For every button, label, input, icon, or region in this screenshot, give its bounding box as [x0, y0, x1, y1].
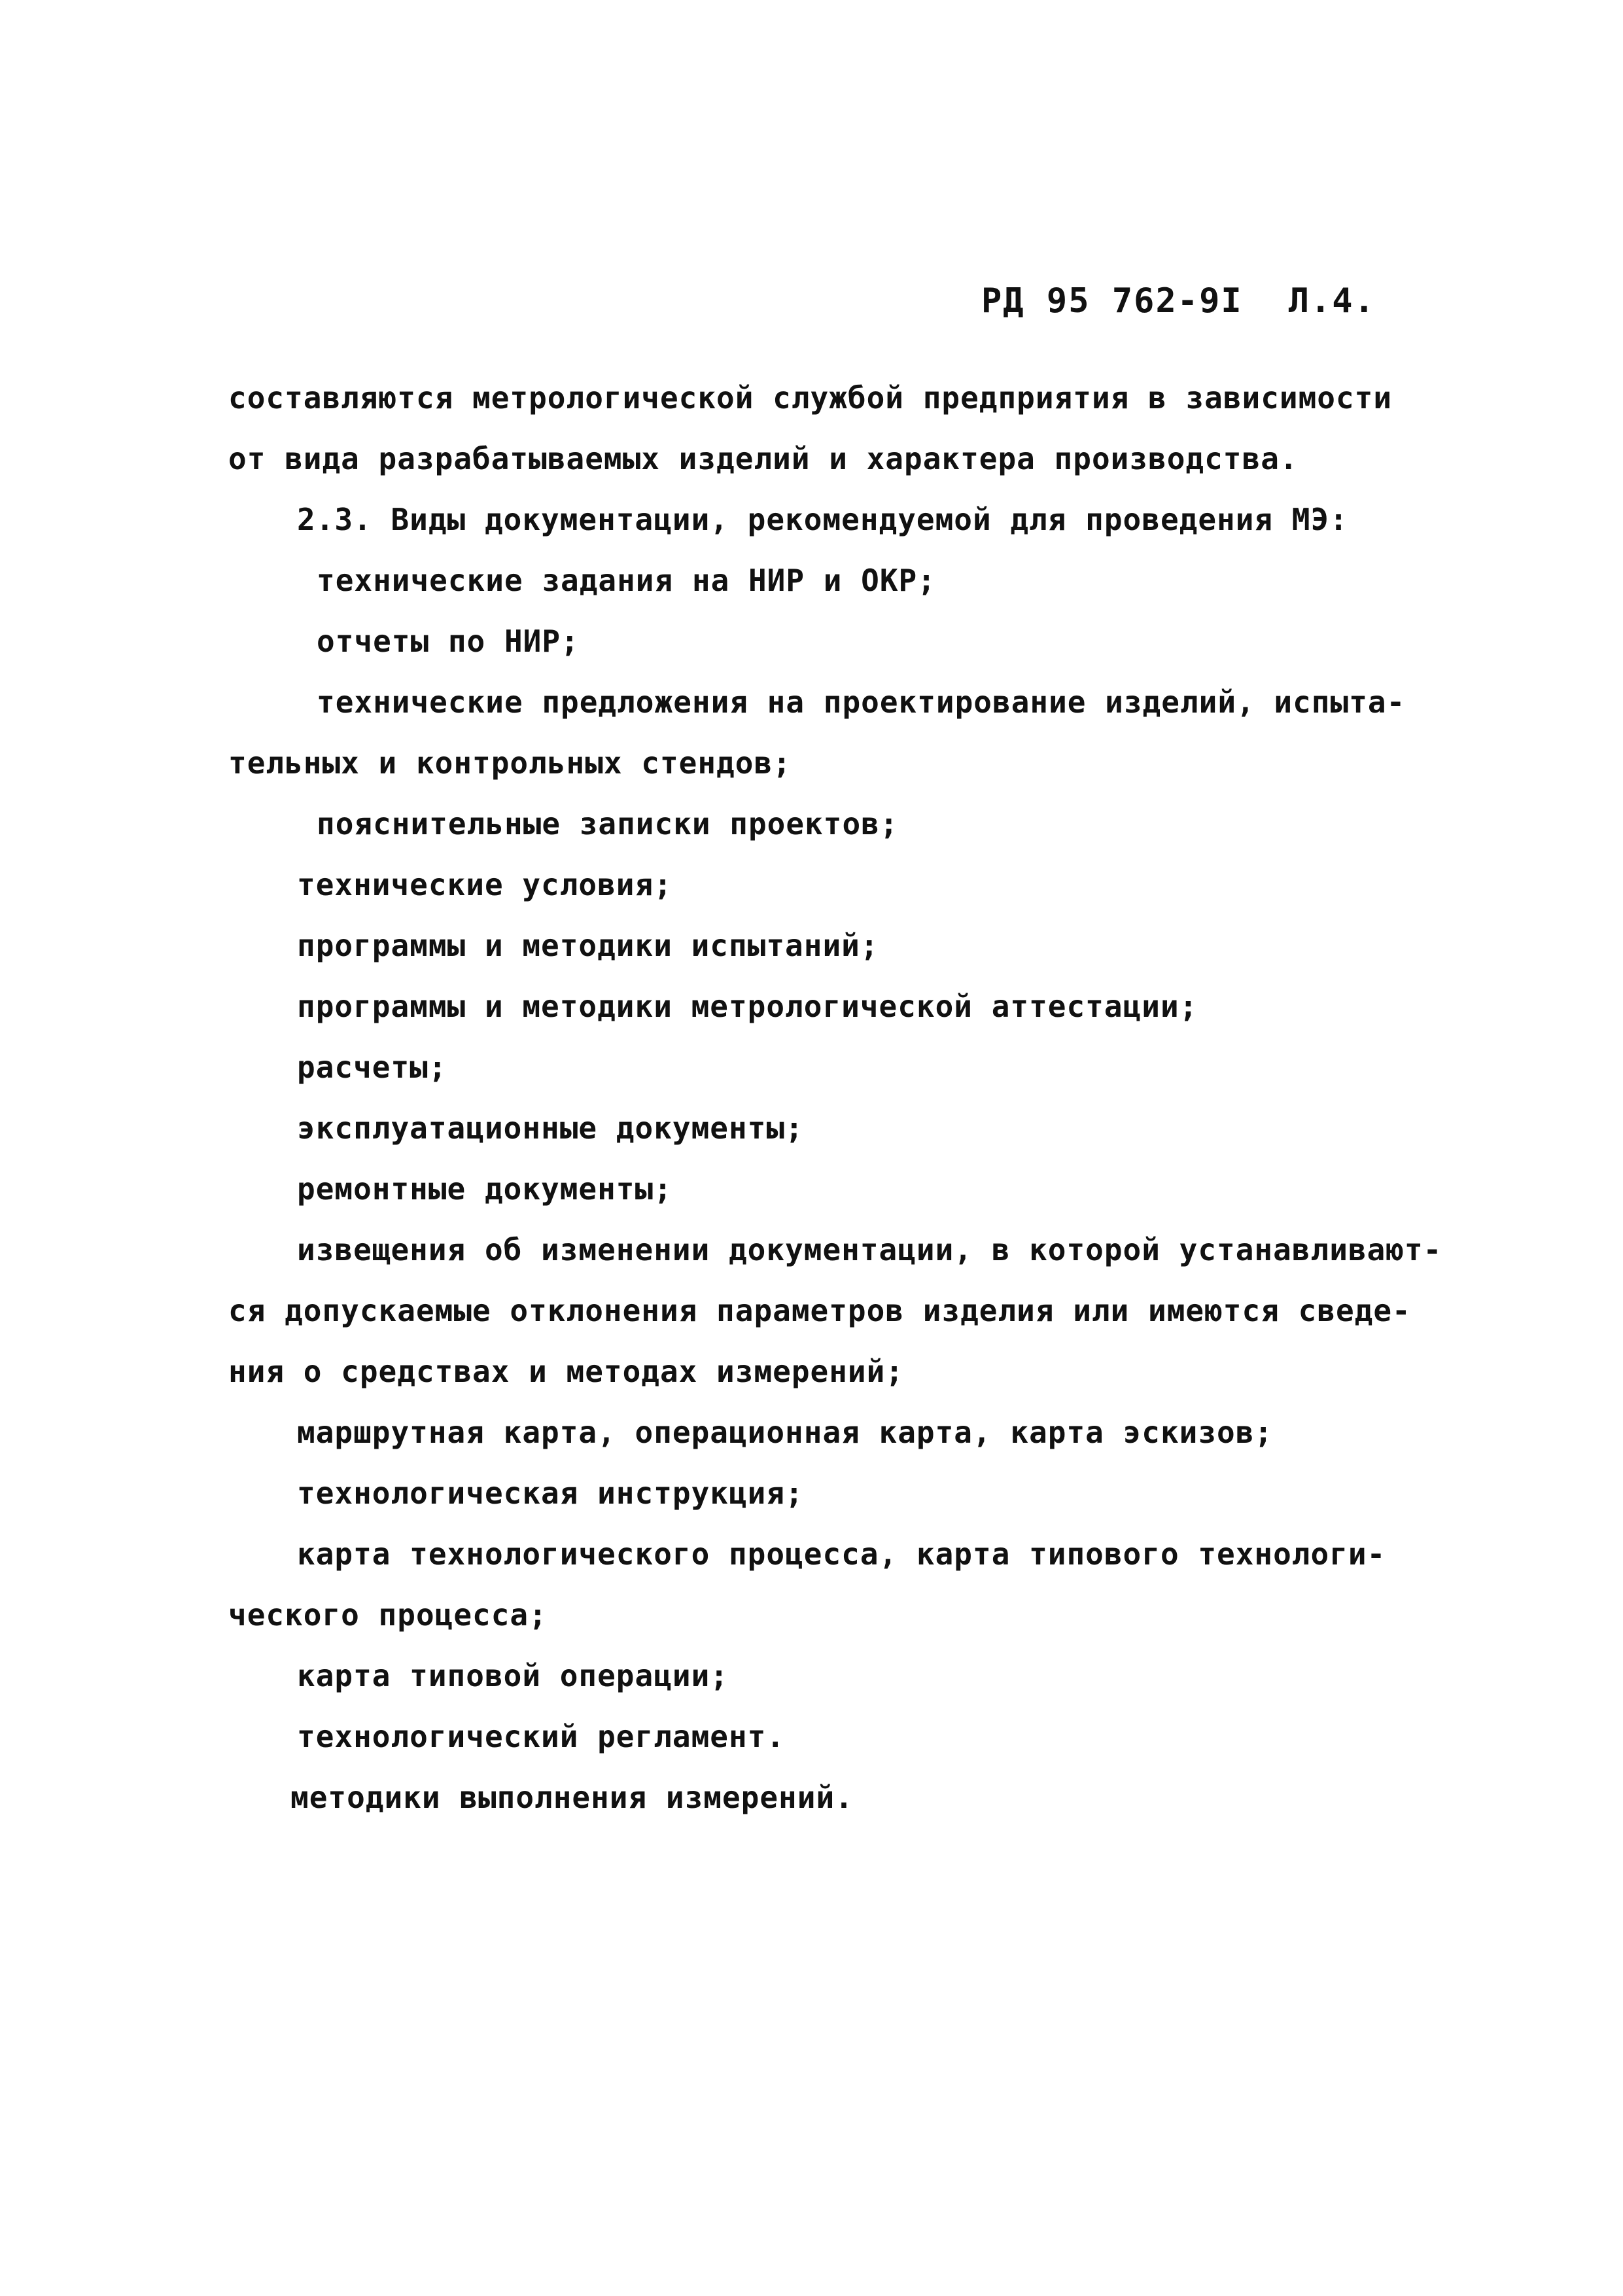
list-item: технологический регламент.	[297, 1719, 786, 1754]
list-item-continuation: ния о средствах и методах измерений;	[228, 1354, 904, 1389]
list-item: технические предложения на проектирование изделий, испыта-	[317, 684, 1406, 720]
body-line: от вида разрабатываемых изделий и характера производства.	[228, 441, 1299, 476]
list-item: отчеты по НИР;	[317, 624, 580, 659]
list-item: методики выполнения измерений.	[290, 1780, 854, 1815]
list-item: извещения об изменении документации, в которой устанавливают-	[297, 1232, 1442, 1267]
body-line: составляются метрологической службой предприятия в зависимости	[228, 380, 1393, 415]
list-item: программы и методики метрологической аттестации;	[297, 989, 1198, 1024]
list-item: программы и методики испытаний;	[297, 928, 879, 963]
list-item: технические задания на НИР и ОКР;	[317, 563, 936, 598]
list-item: маршрутная карта, операционная карта, карта эскизов;	[297, 1415, 1274, 1450]
document-code: РД 95 762-9I	[981, 281, 1243, 321]
list-item: эксплуатационные документы;	[297, 1110, 804, 1146]
list-item: карта типовой операции;	[297, 1658, 729, 1693]
list-item: пояснительные записки проектов;	[317, 806, 899, 841]
list-item: расчеты;	[297, 1050, 447, 1085]
list-item-continuation: ся допускаемые отклонения параметров изделия или имеются сведе-	[228, 1293, 1411, 1328]
list-item: технологическая инструкция;	[297, 1475, 804, 1511]
page-header	[981, 281, 1376, 321]
section-heading: 2.3. Виды документации, рекомендуемой для проведения МЭ:	[297, 502, 1348, 537]
sheet-number: Л.4.	[1288, 281, 1376, 321]
list-item-continuation: ческого процесса;	[228, 1597, 548, 1633]
list-item: технические условия;	[297, 867, 672, 902]
list-item-continuation: тельных и контрольных стендов;	[228, 745, 792, 781]
list-item: карта технологического процесса, карта типового технологи-	[297, 1536, 1386, 1572]
list-item: ремонтные документы;	[297, 1171, 672, 1207]
